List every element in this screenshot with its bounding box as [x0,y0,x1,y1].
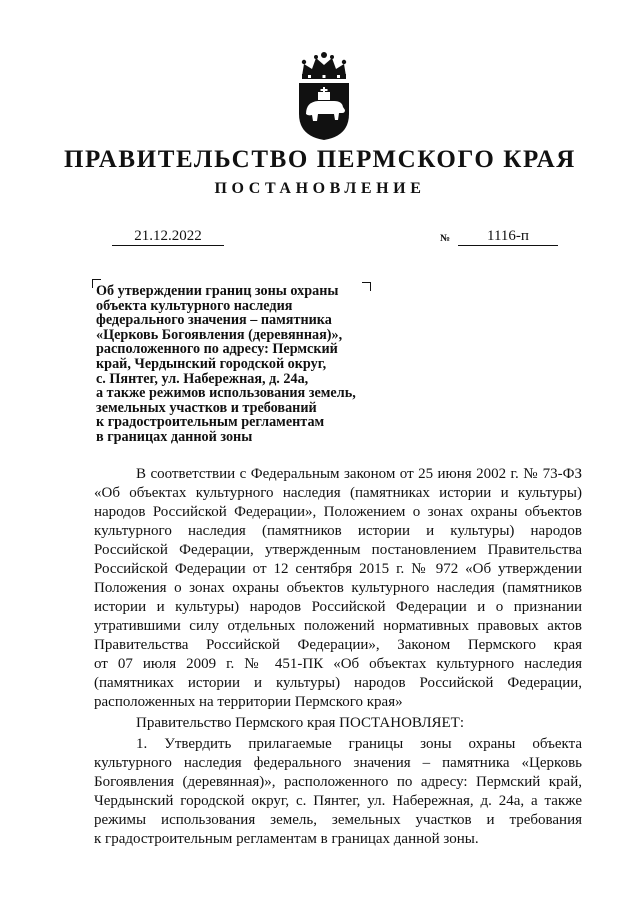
coat-of-arms-icon [294,50,354,142]
body-line: 1. Утвердить прилагаемые границы зоны охраны объекта [136,736,582,752]
document-body [94,465,582,849]
body-line: Чердынский городской округ, с. Пянтег, ул. Набережная, д. 24а, а также [94,793,582,809]
document-type: ПОСТАНОВЛЕНИЕ [214,180,426,197]
body-line: от 07 июля 2009 г. № 451-ПК «Об объектах культурного наследия [94,656,582,672]
preamble-paragraph [94,465,582,712]
body-line: культурного наследия (памятников истории и культуры) народов [94,523,582,539]
subject-line: край, Чердынский городской округ, [96,355,327,372]
body-line: народов Российской Федерации», Положением о зонах охраны объектов [94,504,582,520]
body-line: культурного наследия федерального значения – памятника «Церковь [94,755,582,771]
government-title: ПРАВИТЕЛЬСТВО ПЕРМСКОГО КРАЯ [64,146,576,173]
number-sign: № [440,233,451,244]
body-line: режимы использования земель, земельных участков и требования [94,812,582,828]
subject-line: в границах данной зоны [96,428,253,445]
body-line: Российской Федерации, утвержденным постановлением Правительства [94,542,582,558]
subject-line: к градостроительным регламентам [96,414,325,431]
body-line: Богоявления (деревянная)», расположенного по адресу: Пермский край, [94,774,582,790]
body-line: расположенных на территории Пермского края» [94,694,403,710]
subject-block [96,284,396,445]
subject-line: «Церковь Богоявления (деревянная)», [96,326,343,343]
body-line: В соответствии с Федеральным законом от 25 июня 2002 г. № 73-ФЗ [136,466,582,482]
body-line: истории и культуры) народов Российской Федерации и о признании [94,599,582,615]
resolution-paragraph: Правительство Пермского края ПОСТАНОВЛЯЕТ: [136,715,465,731]
body-line: к градостроительным регламентам в границах данной зоны. [94,831,479,847]
subject-line: с. Пянтег, ул. Набережная, д. 24а, [96,370,309,387]
item-1-paragraph [94,735,582,849]
subject-line: земельных участков и требований [96,399,317,416]
subject-line: расположенного по адресу: Пермский [96,341,338,358]
subject-line: Об утверждении границ зоны охраны [96,283,339,299]
subject-line: а также режимов использования земель, [96,385,356,402]
body-line: Российской Федерации от 12 сентября 2015 г. № 972 «Об утверждении [94,561,582,577]
subject-line: объекта культурного наследия [96,297,293,314]
body-line: Положения о зонах охраны объектов культурного наследия (памятников [94,580,582,596]
body-line: Правительства Российской Федерации», Законом Пермского края [94,637,582,653]
body-line: (памятниках истории и культуры) народов Российской Федерации, [94,675,582,691]
document-number: 1116-п [458,228,558,246]
body-line: утратившими силу отдельных положений нормативных правовых актов [94,618,582,634]
subject-line: федерального значения – памятника [96,312,332,329]
body-line: «Об объектах культурного наследия (памятниках истории и культуры) [94,485,582,501]
document-date: 21.12.2022 [112,228,224,246]
